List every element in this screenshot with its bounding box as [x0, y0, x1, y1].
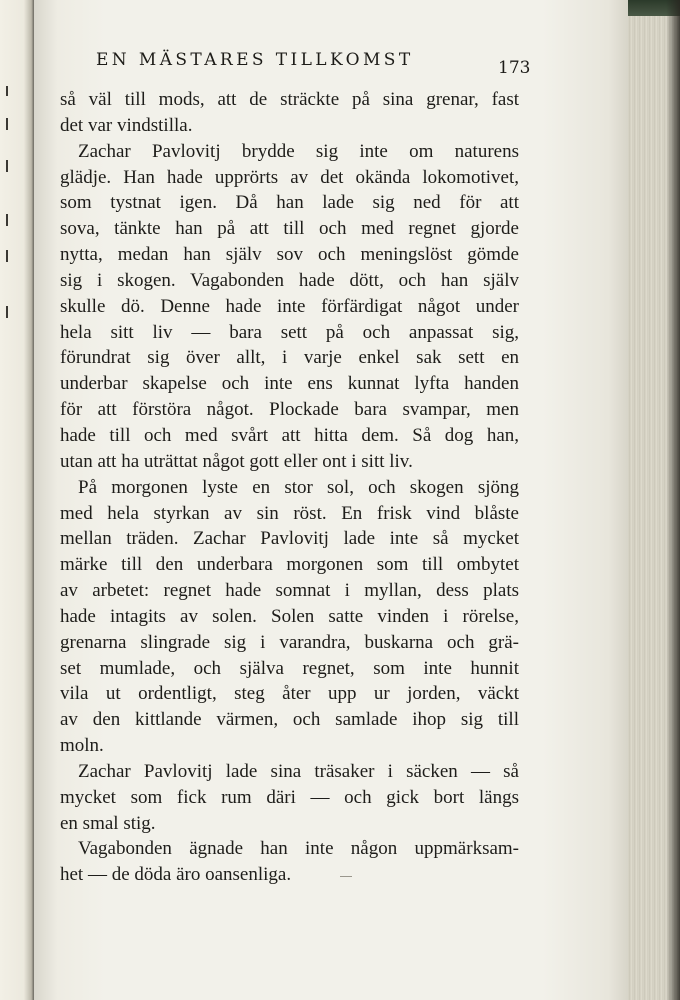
stray-mark [340, 876, 352, 877]
text-line: en smal stig. [60, 812, 156, 834]
text-line: glädje. Han hade upprörts av det okända lokomotivet, [60, 166, 519, 188]
text-line: På morgonen lyste en stor sol, och skogen sjöng [78, 476, 519, 498]
paragraph [60, 759, 519, 837]
text-line: förundrat sig över allt, i varje enkel sak sett en [60, 347, 519, 369]
text-line: Zachar Pavlovitj lade sina träsaker i säcken — så [78, 760, 519, 782]
page-number: 173 [498, 58, 531, 78]
running-title: EN MÄSTARES TILLKOMST [96, 50, 414, 70]
edge-mark [6, 306, 8, 318]
text-line: nytta, medan han själv sov och meningslöst gömde [60, 244, 519, 266]
text-line: sig i skogen. Vagabonden hade dött, och han själv [60, 269, 519, 291]
text-line: mycket som fick rum däri — och gick bort längs [60, 786, 519, 808]
text-line: grenarna slingrade sig i varandra, buskarna och grä- [60, 631, 519, 653]
edge-mark [6, 118, 8, 130]
text-line: hela sitt liv — bara sett på och anpassat sig, [60, 321, 519, 343]
text-line: set mumlade, och själva regnet, som inte hunnit [60, 657, 519, 679]
text-line: med hela styrkan av sin röst. En frisk vind blåste [60, 502, 519, 524]
text-line: av arbetet: regnet hade somnat i myllan, dess plats [60, 580, 519, 602]
body-text [60, 87, 519, 888]
paragraph [60, 139, 519, 475]
edge-mark [6, 86, 8, 96]
text-line: het — de döda äro oansenliga. [60, 864, 292, 886]
paragraph [60, 475, 519, 759]
text-line: underbar skapelse och inte ens kunnat lyfta handen [60, 373, 519, 395]
text-line: Vagabonden ägnade han inte någon uppmärksam- [78, 838, 519, 860]
text-line: sova, tänkte han på att till och med regnet gjorde [60, 218, 519, 240]
previous-page-edge [0, 0, 34, 1000]
text-line: som tystnat igen. Då han lade sig ned för att [60, 192, 519, 214]
text-line: vila ut ordentligt, steg åter upp ur jorden, väckt [60, 683, 519, 705]
text-line: för att förstöra något. Plockade bara svampar, men [60, 399, 519, 421]
text-line: moln. [60, 735, 104, 757]
text-line: så väl till mods, att de sträckte på sina grenar, fast [60, 89, 519, 110]
text-line: hade intagits av solen. Solen satte vinden i rörelse, [60, 605, 519, 627]
page-stack-edge [628, 0, 680, 1000]
text-line: märke till den underbara morgonen som till ombytet [60, 554, 519, 576]
edge-mark [6, 160, 8, 172]
text-line: skulle dö. Denne hade inte förfärdigat något under [60, 295, 519, 317]
text-line: utan att ha uträttat något gott eller ont i sitt liv. [60, 450, 413, 472]
paragraph [60, 87, 519, 139]
text-line: mellan träden. Zachar Pavlovitj lade inte så mycket [60, 528, 519, 550]
text-line: av den kittlande värmen, och samlade ihop sig till [60, 709, 519, 731]
text-line: hade till och med svårt att hitta dem. Så dog han, [60, 424, 519, 446]
paragraph [60, 836, 519, 888]
text-line: Zachar Pavlovitj brydde sig inte om naturens [78, 140, 519, 162]
edge-mark [6, 214, 8, 226]
edge-mark [6, 250, 8, 262]
stack-shadow [666, 0, 680, 1000]
text-line: det var vindstilla. [60, 114, 193, 136]
